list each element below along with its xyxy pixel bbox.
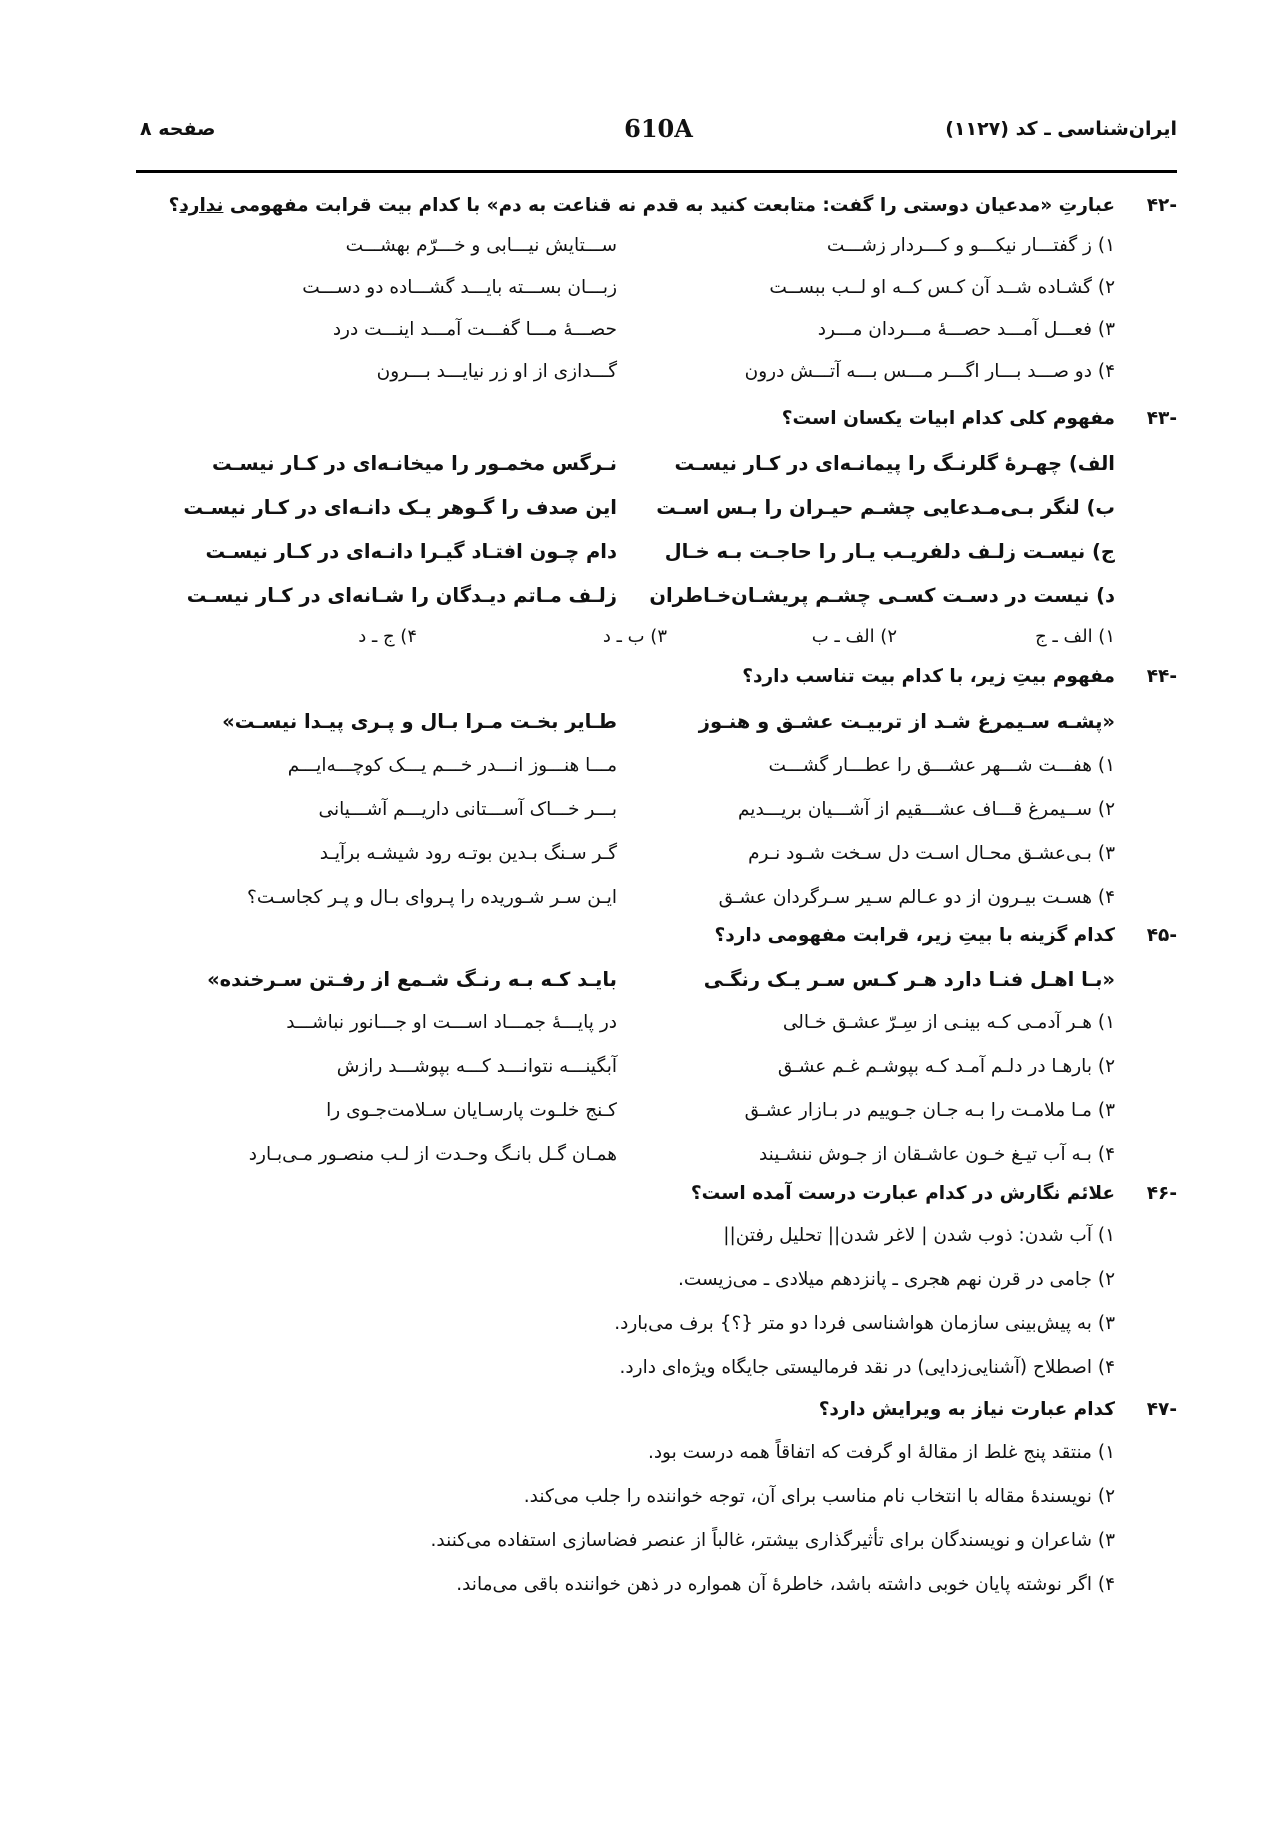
question-number: -۴۳ — [1146, 408, 1177, 429]
option-hemistich-1: ۴) هسـت بیـرون از دو عـالم سـیر سـرگردان عشـق — [718, 887, 1115, 908]
option-row[interactable] — [120, 843, 1177, 885]
option-row[interactable] — [120, 319, 1177, 361]
exam-title: ایران‌شناسی ـ کد (۱۱۲۷) — [945, 118, 1177, 140]
option-1[interactable]: ۱) آب شدن: ذوب شدن | لاغر شدن|| تحلیل رفتن|| — [723, 1225, 1115, 1246]
question-43 — [120, 405, 1177, 433]
option-hemistich-2: آبگینـــه نتوانـــد کـــه بپوشـــد رازش — [336, 1056, 617, 1077]
option-hemistich-2: گـر سـنگ بـدین بوتـه رود شیشـه برآیـد — [319, 843, 617, 864]
question-number: -۴۴ — [1146, 666, 1177, 687]
option-2[interactable]: ۲) جامی در قرن نهم هجری ـ پانزدهم میلادی ـ می‌زیست. — [677, 1269, 1115, 1290]
question-number: -۴۶ — [1146, 1183, 1177, 1204]
header-divider — [136, 170, 1177, 173]
option-hemistich-1: ۴) دو صـــد بـــار اگـــر مـــس بـــه آتـــش درون — [744, 361, 1115, 382]
option-4[interactable]: ۴) اصطلاح (آشنایی‌زدایی) در نقد فرمالیستی جایگاه ویژه‌ای دارد. — [619, 1357, 1115, 1378]
question-42 — [120, 192, 1177, 220]
verse-row — [120, 496, 1177, 538]
option-hemistich-1: ۲) گشـاده شــد آن کـس کــه او لــب ببســت — [769, 277, 1115, 298]
question-43-choices — [120, 626, 1177, 656]
option-hemistich-1: ۱) هـر آدمـی کـه بینـی از سِـرّ عشـق خـالی — [782, 1012, 1115, 1033]
option-hemistich-2: ایـن سـر شـوریده را پـروای بـال و پـر کجاسـت؟ — [247, 887, 617, 908]
option-hemistich-2: گـــدازی از او زر نیایـــد بـــرون — [376, 361, 617, 382]
question-number: -۴۷ — [1146, 1399, 1177, 1420]
question-stem: علائم نگارش در کدام عبارت درست آمده است؟ — [690, 1183, 1115, 1204]
page-number: صفحه ۸ — [140, 118, 216, 140]
option-2[interactable]: ۲) نویسندهٔ مقاله با انتخاب نام مناسب برای آن، توجه خواننده را جلب می‌کند. — [523, 1486, 1115, 1507]
booklet-code: 610A — [624, 114, 693, 143]
question-stem: مفهوم کلی کدام ابیات یکسان است؟ — [781, 408, 1115, 429]
question-46 — [120, 1180, 1177, 1208]
option-row[interactable] — [120, 1012, 1177, 1054]
choice-1[interactable]: ۱) الف ـ ج — [1035, 626, 1115, 647]
option-hemistich-2: مـــا هنـــوز انـــدر خـــم یـــک کوچـــه‌ایـــم — [287, 755, 617, 776]
verse-hemistich-2: دام چـون افتـاد گیـرا دانـه‌ای در کـار نیسـت — [205, 540, 617, 563]
option-hemistich-1: ۳) مـا ملامـت را بـه جـان جـوییم در بـازار عشـق — [744, 1100, 1115, 1121]
verse-hemistich-1: «بـا اهـل فنـا دارد هـر کـس سـر یـک رنگـی — [703, 968, 1115, 991]
choice-2[interactable]: ۲) الف ـ ب — [811, 626, 897, 647]
option-1[interactable]: ۱) منتقد پنج غلط از مقالهٔ او گرفت که اتفاقاً همه درست بود. — [647, 1442, 1115, 1463]
question-number: -۴۲ — [1146, 195, 1177, 216]
question-47-options — [120, 1442, 1177, 1622]
question-stem: کدام گزینه با بیتِ زیر، قرابت مفهومی دارد؟ — [714, 925, 1115, 946]
option-row[interactable] — [120, 1056, 1177, 1098]
verse-row — [120, 584, 1177, 626]
verse-hemistich-1: ج) نیسـت زلـف دلفریـب یـار را حاجـت بـه خـال — [664, 540, 1115, 563]
option-row[interactable] — [120, 277, 1177, 319]
option-hemistich-2: زبـــان بســـته بایـــد گشـــاده دو دســـت — [302, 277, 617, 298]
option-hemistich-1: ۳) بـی‌عشـق محـال اسـت دل سـخت شـود نـرم — [748, 843, 1115, 864]
verse-hemistich-1: د) نیست در دسـت کسـی چشـم پریشـان‌خـاطران — [649, 584, 1115, 607]
question-46-options — [120, 1225, 1177, 1405]
option-row[interactable] — [120, 361, 1177, 403]
question-stem: مفهوم بیتِ زیر، با کدام بیت تناسب دارد؟ — [742, 666, 1115, 687]
option-hemistich-1: ۲) ســیمرغ قـــاف عشـــقیم از آشـــیان بریـــدیم — [738, 799, 1115, 820]
verse-hemistich-2: زلـف مـاتم دیـدگان را شـانه‌ای در کـار نیسـت — [186, 584, 617, 607]
option-3[interactable]: ۳) به پیش‌بینی سازمان هواشناسی فردا دو متر {؟} برف می‌بارد. — [614, 1313, 1115, 1334]
option-hemistich-1: ۴) بـه آب تیـغ خـون عاشـقان از جـوش ننشـیند — [758, 1144, 1115, 1165]
choice-4[interactable]: ۴) ج ـ د — [358, 626, 417, 647]
verse-row — [120, 540, 1177, 582]
choice-3[interactable]: ۳) ب ـ د — [602, 626, 667, 647]
option-hemistich-2: ســـتایش نیـــابی و خـــرّم بهشـــت — [345, 235, 617, 256]
question-stem: کدام عبارت نیاز به ویرایش دارد؟ — [818, 1399, 1115, 1420]
option-hemistich-2: بـــر خـــاک آســـتانی داریـــم آشـــیانی — [318, 799, 617, 820]
option-hemistich-2: حصـــهٔ مـــا گفـــت آمـــد اینـــت درد — [332, 319, 617, 340]
option-hemistich-2: در پایـــهٔ جمـــاد اســـت او جـــانور نباشـــد — [286, 1012, 617, 1033]
question-44 — [120, 663, 1177, 691]
verse-hemistich-2: طـایر بخـت مـرا بـال و پـری پیـدا نیسـت» — [222, 710, 617, 733]
verse-hemistich-1: ب) لنگر بـی‌مـدعایی چشـم حیـران را بـس اسـت — [656, 496, 1115, 519]
verse-hemistich-1: الف) چهـرهٔ گلرنـگ را پیمانـه‌ای در کـار نیسـت — [674, 452, 1115, 475]
option-4[interactable]: ۴) اگر نوشته پایان خوبی داشته باشد، خاطرهٔ آن همواره در ذهن خواننده باقی می‌ماند. — [456, 1574, 1115, 1595]
question-45 — [120, 922, 1177, 950]
option-hemistich-1: ۲) بارهـا در دلـم آمـد کـه بپوشـم غـم عشـق — [777, 1056, 1115, 1077]
verse-hemistich-1: «پشـه سـیمرغ شـد از تربیـت عشـق و هنـوز — [698, 710, 1115, 733]
option-hemistich-2: کـنج خلـوت پارسـایان سـلامت‌جـوی را — [326, 1100, 617, 1121]
verse-hemistich-2: بایـد کـه بـه رنـگ شـمع از رفـتن سـرخنده» — [207, 968, 617, 991]
option-row[interactable] — [120, 799, 1177, 841]
option-3[interactable]: ۳) شاعران و نویسندگان برای تأثیرگذاری بیشتر، غالباً از عنصر فضاسازی استفاده می‌کنند. — [430, 1530, 1115, 1551]
verse-hemistich-2: نـرگس مخمـور را میخانـه‌ای در کـار نیسـت — [212, 452, 617, 475]
option-hemistich-1: ۱) ز گفتـــار نیکـــو و کـــردار زشـــت — [826, 235, 1115, 256]
question-number: -۴۵ — [1146, 925, 1177, 946]
option-hemistich-1: ۱) هفـــت شـــهر عشـــق را عطـــار گشـــت — [768, 755, 1115, 776]
option-hemistich-1: ۳) فعـــل آمـــد حصـــهٔ مـــردان مـــرد — [817, 319, 1115, 340]
question-stem: عبارتِ «مدعیان دوستی را گفت: متابعت کنید به قدم نه قناعت به دم» با کدام بیت قرابت مفهومی ندارد؟ — [168, 195, 1115, 216]
quoted-verse — [120, 968, 1177, 1010]
verse-hemistich-2: این صدف را گـوهر یـک دانـه‌ای در کـار نیسـت — [183, 496, 617, 519]
verse-row — [120, 452, 1177, 494]
quoted-verse — [120, 710, 1177, 752]
option-row[interactable] — [120, 755, 1177, 797]
question-47 — [120, 1396, 1177, 1424]
option-hemistich-2: همـان گـل بانـگ وحـدت از لـب منصـور مـی‌بـارد — [248, 1144, 617, 1165]
option-row[interactable] — [120, 1100, 1177, 1142]
page-header — [140, 114, 1177, 158]
option-row[interactable] — [120, 235, 1177, 277]
